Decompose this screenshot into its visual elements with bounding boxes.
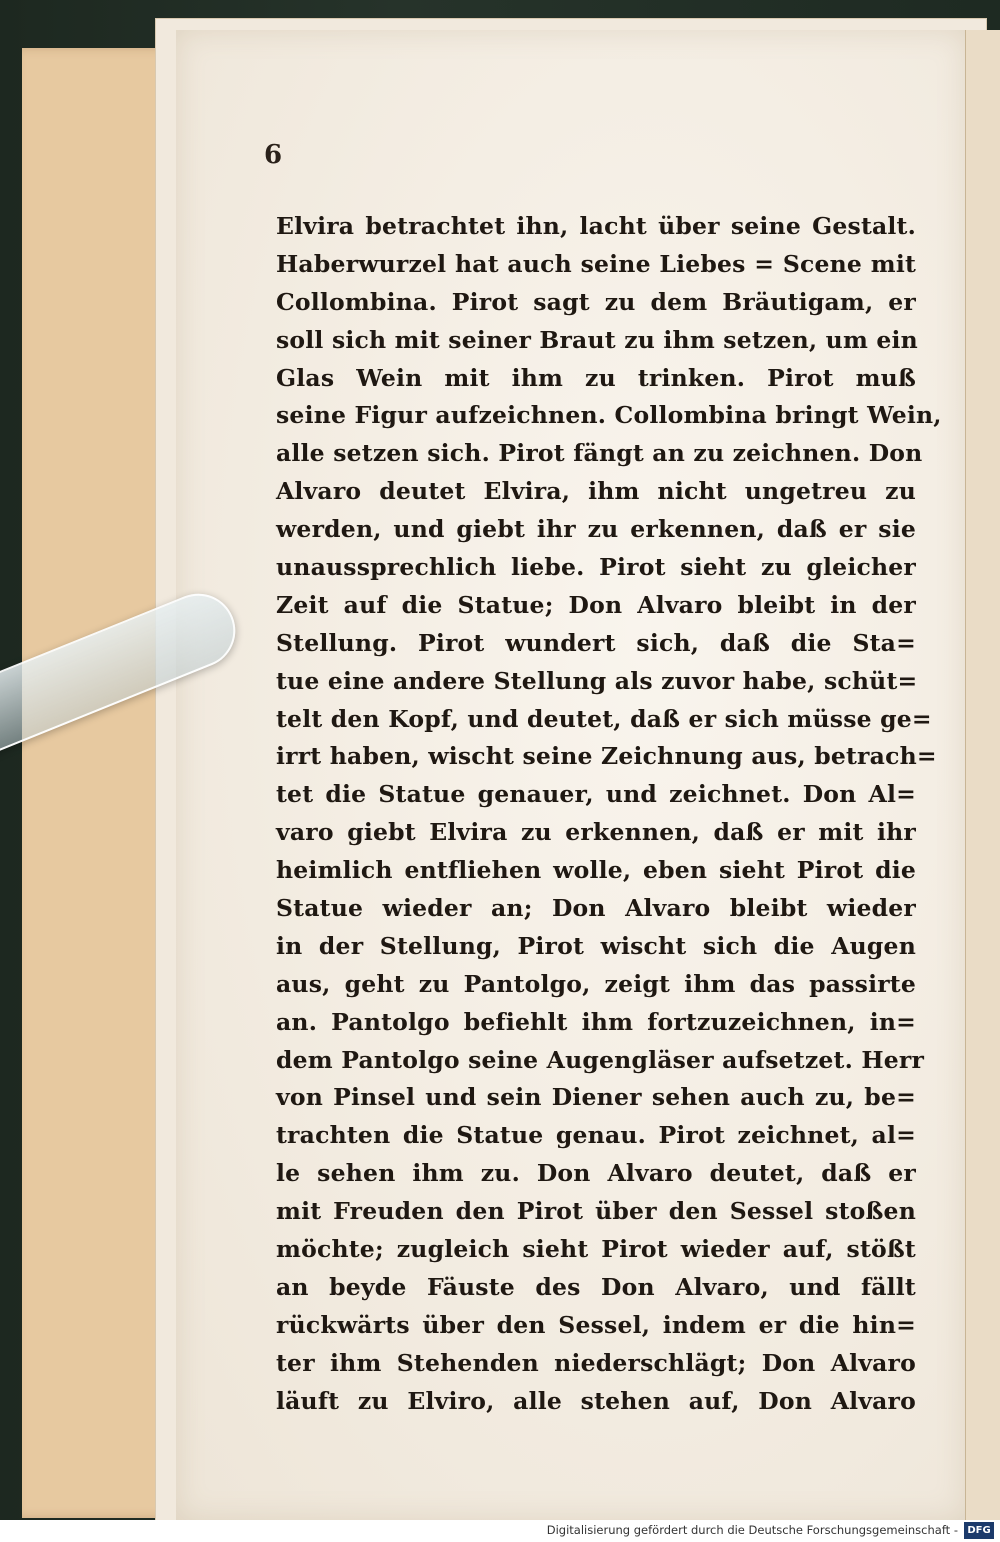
text-line: soll sich mit seiner Braut zu ihm setzen, um ein bbox=[276, 325, 918, 354]
dfg-logo: DFG bbox=[964, 1522, 994, 1539]
text-line: Collombina. Pirot sagt zu dem Bräutigam, er bbox=[276, 287, 916, 316]
text-line: varo giebt Elvira zu erkennen, daß er mit ihr bbox=[276, 818, 916, 847]
text-line: in der Stellung, Pirot wischt sich die Augen bbox=[276, 931, 916, 960]
text-line: an beyde Fäuste des Don Alvaro, und fällt bbox=[276, 1272, 916, 1301]
text-line: le sehen ihm zu. Don Alvaro deutet, daß er bbox=[276, 1159, 916, 1188]
text-line: ter ihm Stehenden niederschlägt; Don Alvaro bbox=[276, 1348, 916, 1377]
footer-credit: Digitalisierung gefördert durch die Deutsche Forschungsgemeinschaft - bbox=[546, 1523, 958, 1537]
text-line: irrt haben, wischt seine Zeichnung aus, betrach= bbox=[276, 742, 937, 771]
text-line: heimlich entfliehen wolle, eben sieht Pirot die bbox=[276, 856, 916, 885]
text-line: Glas Wein mit ihm zu trinken. Pirot muß bbox=[276, 363, 916, 392]
text-line: Zeit auf die Statue; Don Alvaro bleibt in der bbox=[276, 590, 916, 619]
page-number: 6 bbox=[264, 140, 283, 170]
text-line: mit Freuden den Pirot über den Sessel stoßen bbox=[276, 1197, 916, 1226]
text-line: aus, geht zu Pantolgo, zeigt ihm das passirte bbox=[276, 969, 916, 998]
text-line: seine Figur aufzeichnen. Collombina bringt Wein, bbox=[276, 401, 942, 430]
text-line: telt den Kopf, und deutet, daß er sich müsse ge= bbox=[276, 704, 932, 733]
text-line: tue eine andere Stellung als zuvor habe, schüt= bbox=[276, 666, 918, 695]
text-line: trachten die Statue genau. Pirot zeichnet, al= bbox=[276, 1121, 916, 1150]
text-line: Statue wieder an; Don Alvaro bleibt wieder bbox=[276, 894, 916, 923]
text-line: Elvira betrachtet ihn, lacht über seine Gestalt. bbox=[276, 212, 916, 240]
text-line: alle setzen sich. Pirot fängt an zu zeichnen. Don bbox=[276, 439, 923, 468]
footer-bar bbox=[0, 1520, 1000, 1542]
page-stack-edge bbox=[965, 30, 1000, 1520]
text-line: unaussprechlich liebe. Pirot sieht zu gleicher bbox=[276, 553, 916, 582]
text-line: tet die Statue genauer, und zeichnet. Don Al= bbox=[276, 780, 916, 809]
text-line: Stellung. Pirot wundert sich, daß die Sta= bbox=[276, 628, 916, 657]
text-line: werden, und giebt ihr zu erkennen, daß er sie bbox=[276, 515, 916, 544]
text-line: läuft zu Elviro, alle stehen auf, Don Alvaro bbox=[276, 1386, 916, 1415]
text-line: rückwärts über den Sessel, indem er die hin= bbox=[276, 1310, 916, 1339]
text-line: möchte; zugleich sieht Pirot wieder auf, stößt bbox=[276, 1235, 916, 1264]
text-line: Haberwurzel hat auch seine Liebes = Scene mit bbox=[276, 249, 916, 278]
text-line: an. Pantolgo befiehlt ihm fortzuzeichnen, in= bbox=[276, 1007, 916, 1036]
text-line: von Pinsel und sein Diener sehen auch zu, be= bbox=[276, 1083, 916, 1112]
text-line: dem Pantolgo seine Augengläser aufsetzet. Herr bbox=[276, 1045, 925, 1074]
page-text bbox=[276, 208, 942, 1421]
text-line: Alvaro deutet Elvira, ihm nicht ungetreu zu bbox=[276, 477, 916, 506]
